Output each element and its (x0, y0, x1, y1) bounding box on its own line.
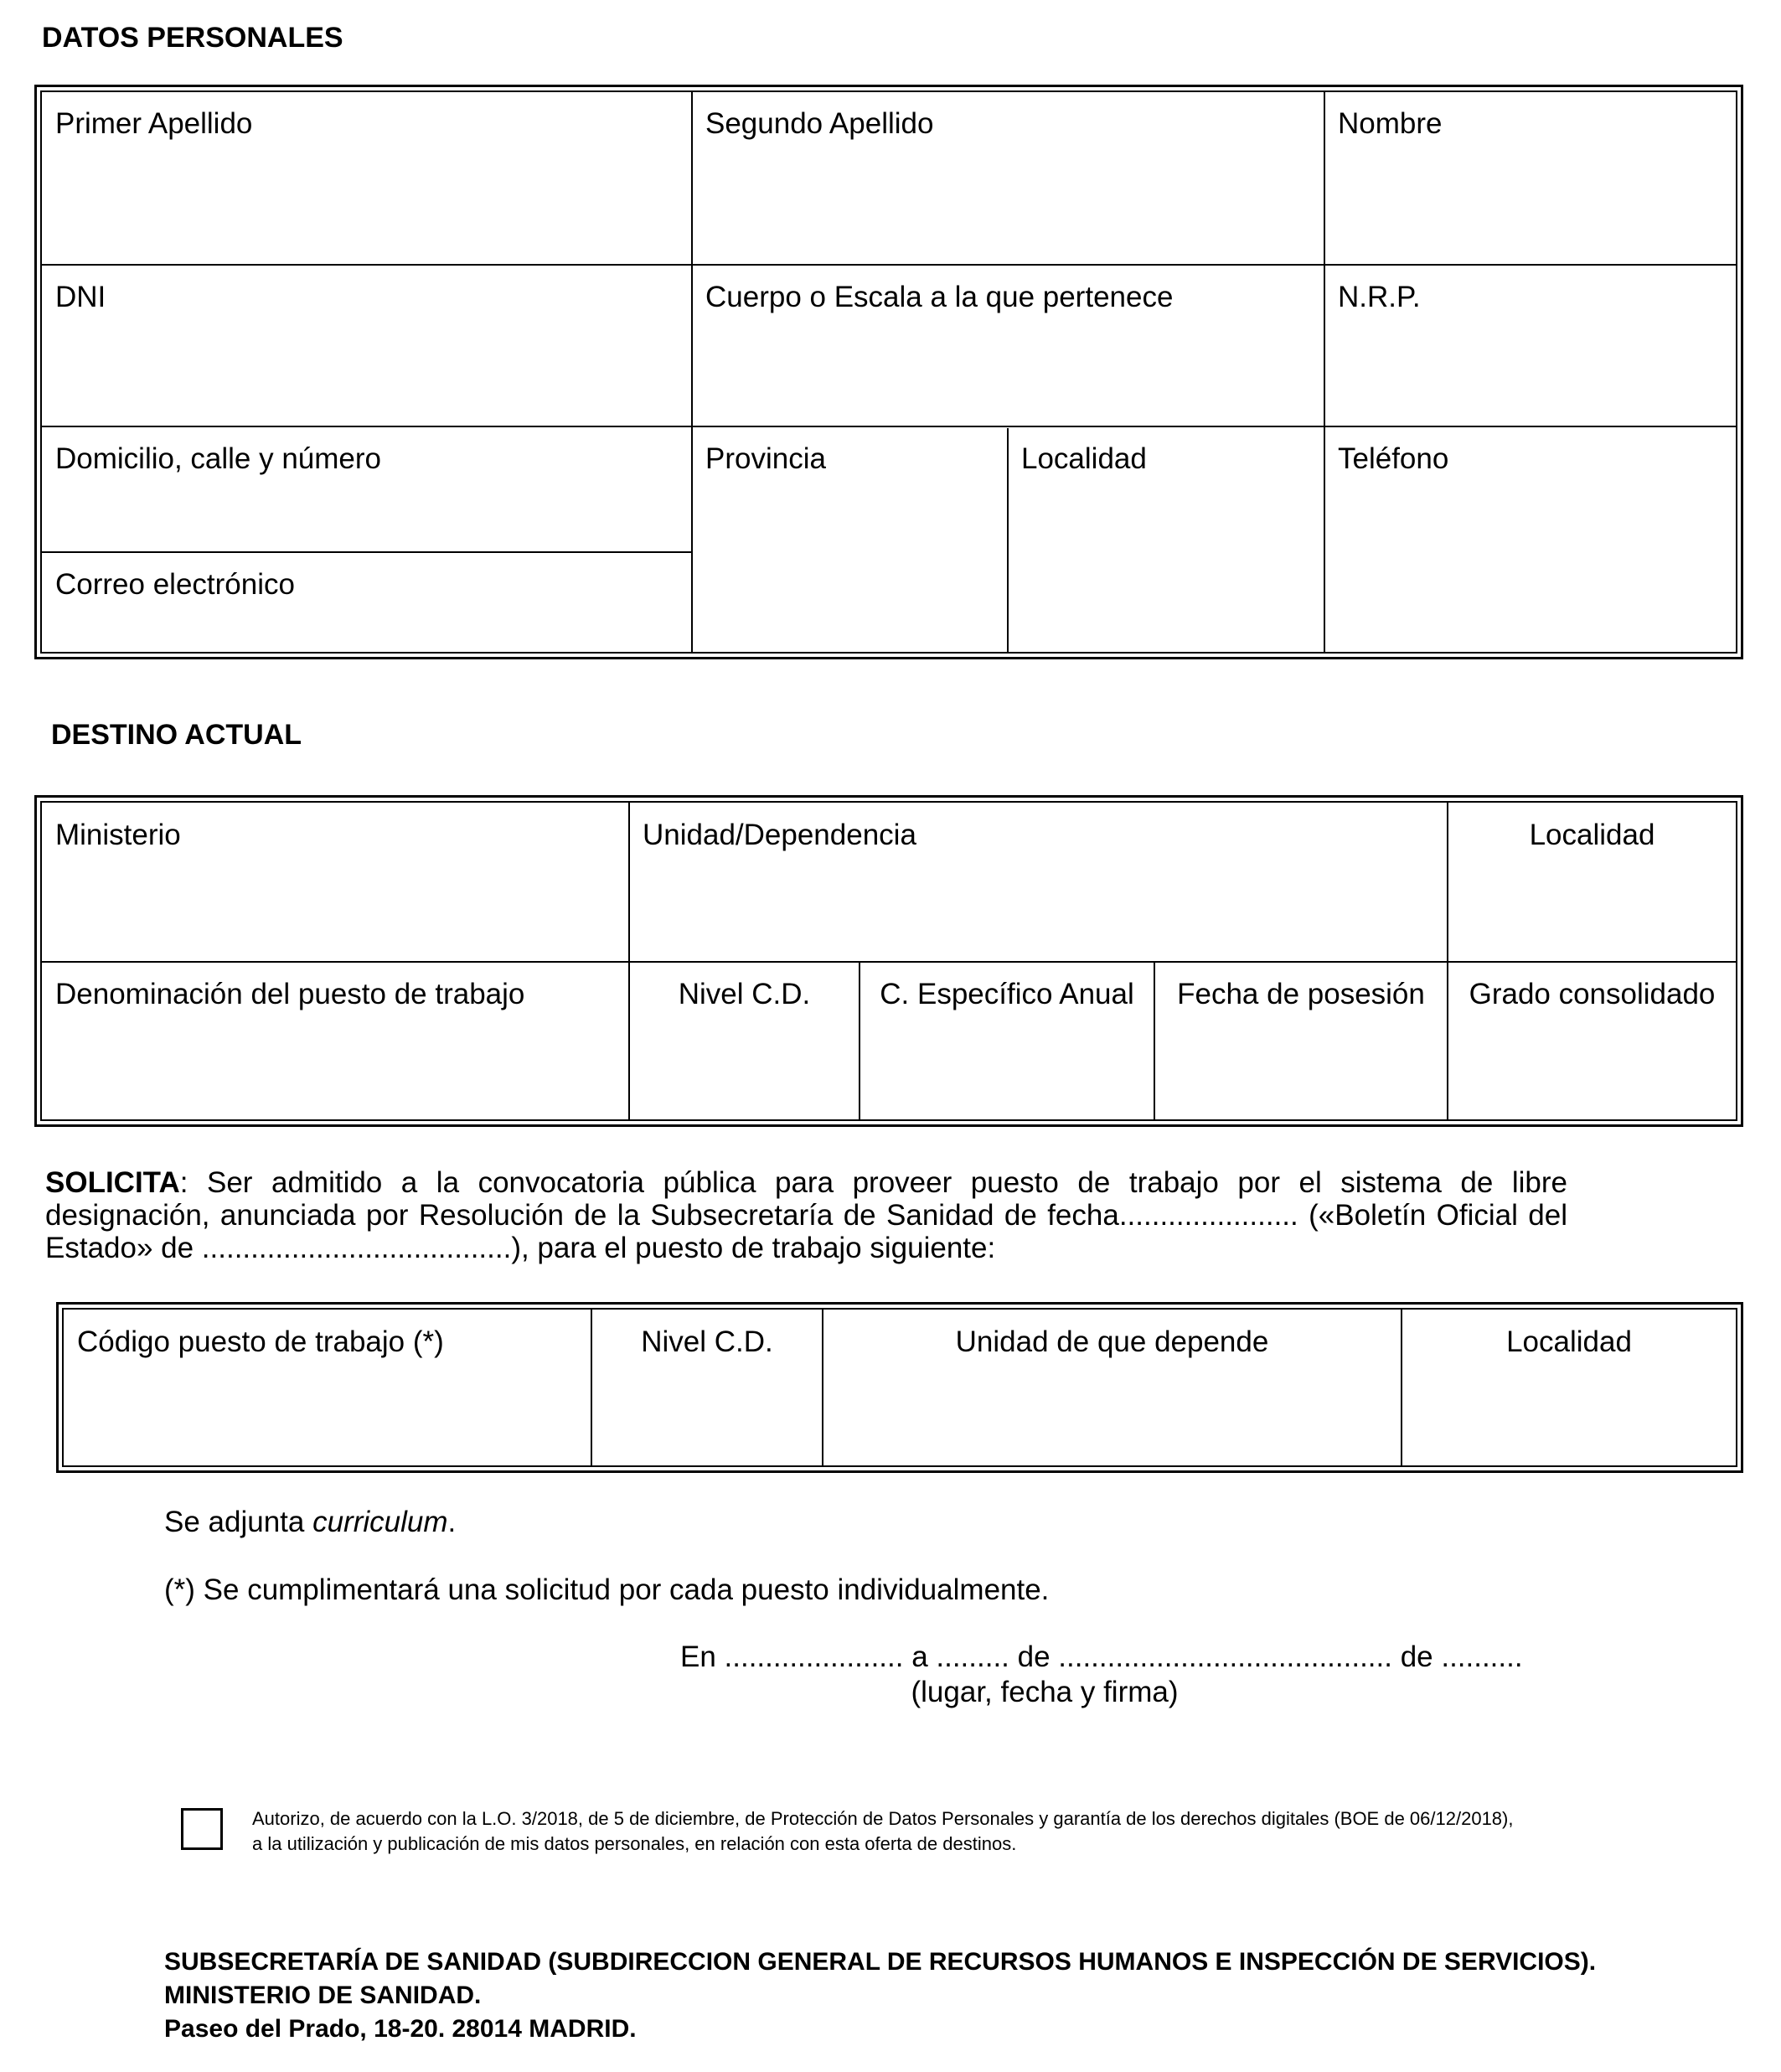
provincia-label: Provincia (705, 442, 826, 475)
solicita-line-3: Estado» de ......................................), para el puesto de trabajo siguiente: (45, 1232, 996, 1264)
denominacion-puesto-label: Denominación del puesto de trabajo (55, 978, 525, 1010)
footer-direccion: Paseo del Prado, 18-20. 28014 MADRID. (164, 2015, 637, 2043)
solicita-paragraph (45, 1166, 1567, 1264)
section-heading-destino-actual: DESTINO ACTUAL (51, 719, 302, 751)
section-heading-datos-personales: DATOS PERSONALES (42, 22, 343, 54)
firma-caption: (lugar, fecha y firma) (911, 1676, 1179, 1708)
adjunta-suffix: . (447, 1506, 457, 1538)
dni-label: DNI (55, 281, 106, 313)
autorizacion-line-1: Autorizo, de acuerdo con la L.O. 3/2018, de 5 de diciembre, de Protección de Datos Personales y garantía de los derechos digitales (BOE de 06/12/2018), (252, 1808, 1514, 1829)
nrp-label: N.R.P. (1338, 281, 1421, 313)
correo-label: Correo electrónico (55, 568, 295, 601)
autorizacion-checkbox[interactable] (181, 1808, 223, 1850)
ministerio-label: Ministerio (55, 819, 181, 851)
footer-ministerio: MINISTERIO DE SANIDAD. (164, 1982, 482, 2009)
grado-consolidado-label: Grado consolidado (1469, 978, 1716, 1010)
solicitado-localidad-label: Localidad (1506, 1325, 1632, 1358)
datos-personales-table (34, 85, 1743, 659)
solicitado-nivel-label: Nivel C.D. (641, 1325, 773, 1358)
datos-personales-grid (40, 90, 1737, 654)
firma-line: En ...................... a ......... de ......................................... de .......... (680, 1641, 1523, 1673)
footer-subsecretaria: SUBSECRETARÍA DE SANIDAD (SUBDIRECCION GENERAL DE RECURSOS HUMANOS E INSPECCIÓN DE SERVICIOS). (164, 1948, 1597, 1976)
segundo-apellido-label: Segundo Apellido (705, 107, 934, 140)
nivel-cd-label: Nivel C.D. (678, 978, 811, 1010)
puesto-solicitado-grid (62, 1308, 1737, 1467)
adjunta-prefix: Se adjunta (164, 1506, 313, 1538)
destino-actual-grid (40, 801, 1737, 1121)
codigo-puesto-label: Código puesto de trabajo (*) (77, 1325, 444, 1358)
adjunta-curriculum (164, 1506, 456, 1539)
primer-apellido-label: Primer Apellido (55, 107, 253, 140)
domicilio-label: Domicilio, calle y número (55, 442, 382, 475)
solicita-line-1 (45, 1166, 1567, 1199)
fecha-posesion-label: Fecha de posesión (1177, 978, 1425, 1010)
unidad-dependencia-label: Unidad/Dependencia (643, 819, 916, 851)
solicita-keyword: SOLICITA (45, 1166, 180, 1199)
cuerpo-escala-label: Cuerpo o Escala a la que pertenece (705, 281, 1174, 313)
adjunta-curriculum-word: curriculum (312, 1506, 448, 1538)
puesto-solicitado-table (56, 1302, 1743, 1473)
solicita-line-2: designación, anunciada por Resolución de la Subsecretaría de Sanidad de fecha...................... («Boletín Oficial del (45, 1199, 1567, 1232)
nombre-label: Nombre (1338, 107, 1443, 140)
especifico-anual-label: C. Específico Anual (880, 978, 1134, 1010)
nota-solicitud: (*) Se cumplimentará una solicitud por cada puesto individualmente. (164, 1573, 1050, 1606)
autorizacion-line-2: a la utilización y publicación de mis datos personales, en relación con esta oferta de destinos. (252, 1833, 1017, 1854)
destino-localidad-label: Localidad (1529, 819, 1655, 851)
localidad-label: Localidad (1021, 442, 1147, 475)
solicita-line-1-text: : Ser admitido a la convocatoria pública para proveer puesto de trabajo por el sistema de libre (179, 1166, 1567, 1199)
unidad-depende-label: Unidad de que depende (955, 1325, 1269, 1358)
destino-actual-table (34, 795, 1743, 1127)
telefono-label: Teléfono (1338, 442, 1449, 475)
